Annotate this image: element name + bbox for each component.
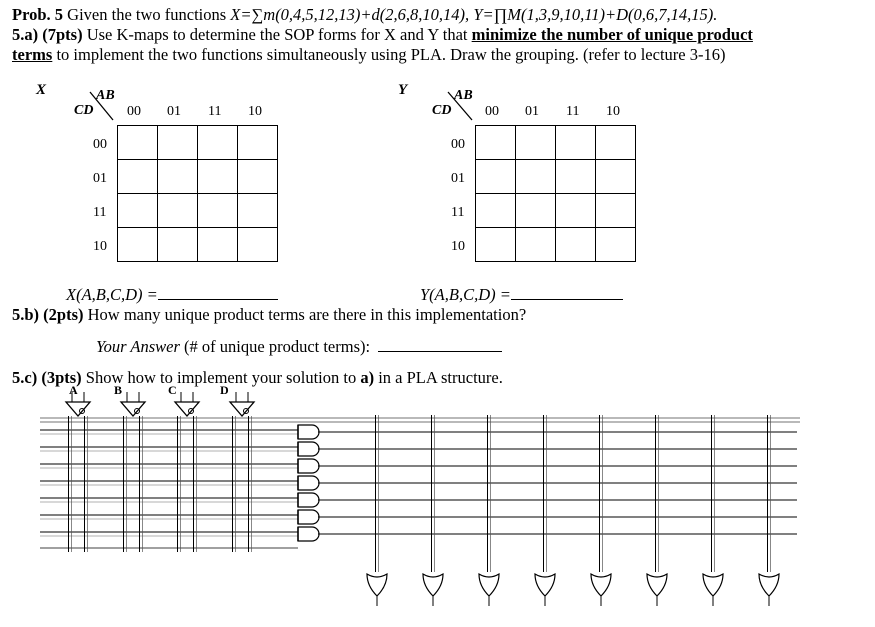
- pla-or-gate-icon: [367, 574, 387, 596]
- kmap-y-row-0: 00: [451, 137, 465, 152]
- pla-or-gate-icon: [591, 574, 611, 596]
- kmap-x-col-1: 01: [167, 104, 181, 119]
- problem-given: Given the two functions: [63, 5, 231, 24]
- part-c-text2: in a PLA structure.: [374, 368, 503, 387]
- pla-input-label: A: [69, 383, 78, 397]
- pla-or-gate-icon: [535, 574, 555, 596]
- pla-and-gate-icon: [298, 459, 319, 473]
- kmap-y-col-1: 01: [525, 104, 539, 119]
- part-a-emphasis1: minimize the number of unique product: [471, 25, 753, 44]
- kmap-x-row-2: 11: [93, 205, 107, 220]
- pla-and-gate-icon: [298, 442, 319, 456]
- kmap-y-col-3: 10: [606, 104, 620, 119]
- pla-and-gate-icon: [298, 527, 319, 541]
- kmap-x-ab-label: AB: [96, 88, 115, 103]
- kmap-y-name: Y: [398, 82, 408, 98]
- function-x: X=∑m(0,4,5,12,13)+d(2,6,8,10,14),: [230, 5, 474, 24]
- part-c-label: 5.c) (3pts): [12, 368, 82, 387]
- answer-x-label: X(A,B,C,D) =: [66, 285, 158, 304]
- kmap-y-ab-label: AB: [454, 88, 473, 103]
- pla-input-buffer-icon: [230, 402, 254, 416]
- pla-input-buffer-icon: [121, 402, 145, 416]
- kmap-x-col-0: 00: [127, 104, 141, 119]
- pla-and-gate-icon: [298, 425, 319, 439]
- pla-input-label: D: [220, 383, 229, 397]
- pla-and-gate-icon: [298, 510, 319, 524]
- kmap-y-row-1: 01: [451, 171, 465, 186]
- part-a-text1: Use K-maps to determine the SOP forms for X and Y that: [82, 25, 472, 44]
- part-a-emphasis2: terms: [12, 45, 53, 64]
- pla-input-buffer-icon: [66, 402, 90, 416]
- pla-input-buffer-icon: [175, 402, 199, 416]
- pla-or-gate-icon: [759, 574, 779, 596]
- pla-input-label: C: [168, 383, 177, 397]
- part-c-bold-a: a): [360, 368, 375, 387]
- kmap-y-row-3: 10: [451, 239, 465, 254]
- pla-or-gate-icon: [647, 574, 667, 596]
- kmap-x-col-2: 11: [208, 104, 222, 119]
- kmap-y-col-0: 00: [485, 104, 499, 119]
- pla-or-gate-icon: [479, 574, 499, 596]
- kmap-x-row-1: 01: [93, 171, 107, 186]
- part-b-answer-italic: Your Answer: [96, 337, 180, 356]
- kmap-y-cd-label: CD: [432, 103, 452, 118]
- part-a-label: 5.a) (7pts): [12, 25, 83, 44]
- kmap-y-row-2: 11: [451, 205, 465, 220]
- kmap-x-col-3: 10: [248, 104, 262, 119]
- part-b-label: 5.b) (2pts): [12, 305, 84, 324]
- part-b-answer-rest: (# of unique product terms):: [179, 337, 371, 356]
- problem-title: Prob. 5: [12, 5, 64, 24]
- part-c-text: Show how to implement your solution to: [81, 368, 361, 387]
- kmap-x-name: X: [36, 82, 47, 98]
- function-y: Y=∏M(1,3,9,10,11)+D(0,6,7,14,15).: [473, 5, 718, 24]
- answer-y-label: Y(A,B,C,D) =: [420, 285, 511, 304]
- kmap-x-row-0: 00: [93, 137, 107, 152]
- pla-or-gate-icon: [703, 574, 723, 596]
- pla-and-gate-icon: [298, 493, 319, 507]
- pla-input-label: B: [114, 383, 123, 397]
- pla-or-gate-icon: [423, 574, 443, 596]
- kmap-x-row-3: 10: [93, 239, 107, 254]
- kmap-y-col-2: 11: [566, 104, 580, 119]
- kmap-x-cd-label: CD: [74, 103, 94, 118]
- part-b-text: How many unique product terms are there in this implementation?: [83, 305, 527, 324]
- pla-and-gate-icon: [298, 476, 319, 490]
- part-a-text2: to implement the two functions simultaneously using PLA. Draw the grouping. (refer to lecture 3-16): [52, 45, 726, 64]
